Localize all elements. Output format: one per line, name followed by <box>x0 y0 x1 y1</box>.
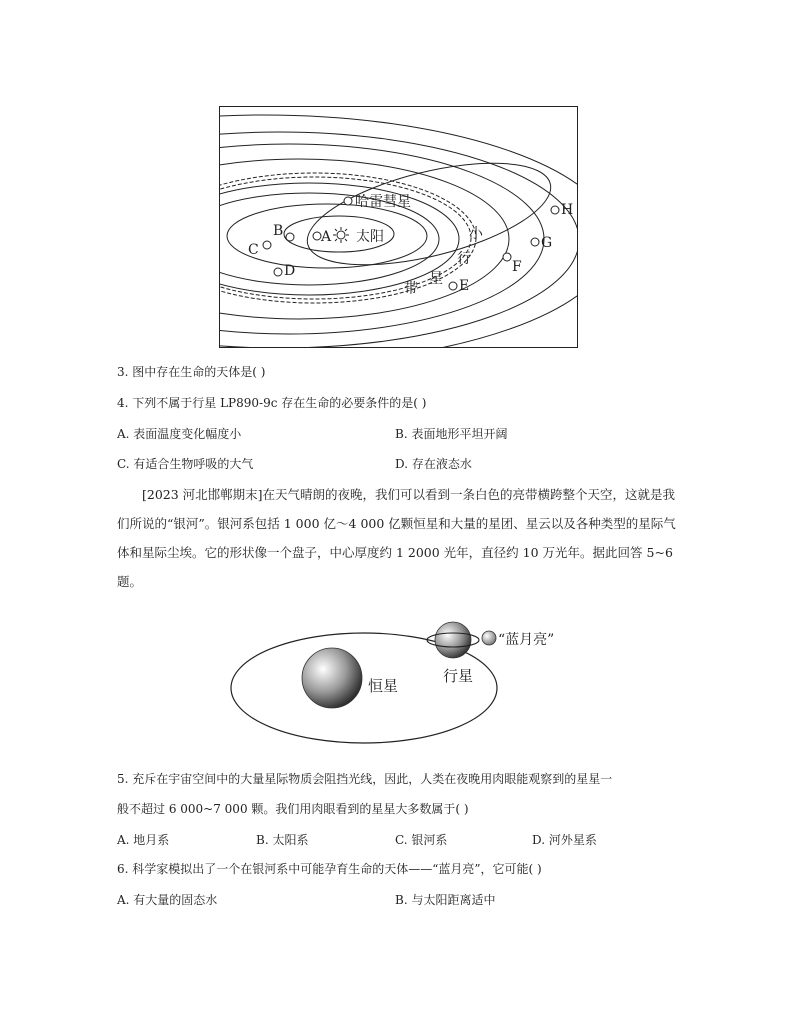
label-h: H <box>561 202 574 218</box>
solar-system-diagram <box>219 106 578 348</box>
question-4: 4. 下列不属于行星 LP890-9c 存在生命的必要条件的是( ) <box>117 396 427 410</box>
star-planet-diagram <box>228 618 500 746</box>
star-sphere <box>302 648 362 708</box>
moon-sphere <box>482 631 496 645</box>
label-g: G <box>541 235 553 251</box>
material-paragraph: [2023 河北邯郸期末]在天气晴朗的夜晚，我们可以看到一条白色的亮带横跨整个天空，这就是我们所说的“银河”。银河系包括 1 000 亿～4 000 亿颗恒星和大量的星团、星云以及各种类型的星际气体和星际尘埃。它的形状像一个盘子，中心厚度约 1 2000 光年，直径约 10 万光年。据此回答 5~6 题。 <box>117 487 676 589</box>
q6-option-a: A. 有大量的固态水 <box>117 893 218 907</box>
label-f: F <box>512 259 522 275</box>
q5-option-a: A. 地月系 <box>117 833 170 847</box>
label-star: 恒星 <box>368 677 399 695</box>
label-a: A <box>321 229 332 245</box>
q4-option-b: B. 表面地形平坦开阔 <box>395 427 508 441</box>
q4-option-d: D. 存在液态水 <box>395 457 472 471</box>
label-c: C <box>248 242 259 258</box>
question-6: 6. 科学家模拟出了一个在银河系中可能孕育生命的天体——“蓝月亮”，它可能( ) <box>117 862 542 876</box>
q4-option-c: C. 有适合生物呼吸的大气 <box>117 457 254 471</box>
planet-b <box>286 233 294 241</box>
planet-d <box>274 268 282 276</box>
question-5-line1: 5. 充斥在宇宙空间中的大量星际物质会阻挡光线，因此，人类在夜晚用肉眼能观察到的星星一 <box>117 772 613 786</box>
q6-option-b: B. 与太阳距离适中 <box>395 893 496 907</box>
q5-option-d: D. 河外星系 <box>532 833 597 847</box>
label-planet: 行星 <box>443 667 474 685</box>
q4-option-a: A. 表面温度变化幅度小 <box>117 427 242 441</box>
planet-h <box>551 206 559 214</box>
question-3: 3. 图中存在生命的天体是( ) <box>117 365 266 379</box>
q5-option-c: C. 银河系 <box>395 833 448 847</box>
planet-f <box>503 253 511 261</box>
label-comet: 哈雷彗星 <box>355 194 411 210</box>
question-5-line2: 般不超过 6 000~7 000 颗。我们用肉眼看到的星星大多数属于( ) <box>117 802 469 816</box>
blue-moon-figure <box>228 618 555 746</box>
planet-c <box>263 241 271 249</box>
label-belt-4: 带 <box>404 281 418 297</box>
q5-option-b: B. 太阳系 <box>256 833 309 847</box>
label-belt-2: 行 <box>457 251 471 267</box>
label-belt-1: 小 <box>469 226 483 242</box>
label-d: D <box>284 263 296 279</box>
label-b: B <box>273 223 284 239</box>
label-sun: 太阳 <box>356 229 384 245</box>
planet-a <box>313 232 321 240</box>
planet-g <box>531 238 539 246</box>
label-belt-3: 星 <box>429 271 443 287</box>
planet-sphere <box>435 622 471 658</box>
label-e: E <box>459 278 470 294</box>
label-blue-moon: “蓝月亮” <box>498 632 555 648</box>
planet-e <box>449 282 457 290</box>
halley-comet <box>344 197 352 205</box>
solar-system-figure <box>219 106 578 348</box>
